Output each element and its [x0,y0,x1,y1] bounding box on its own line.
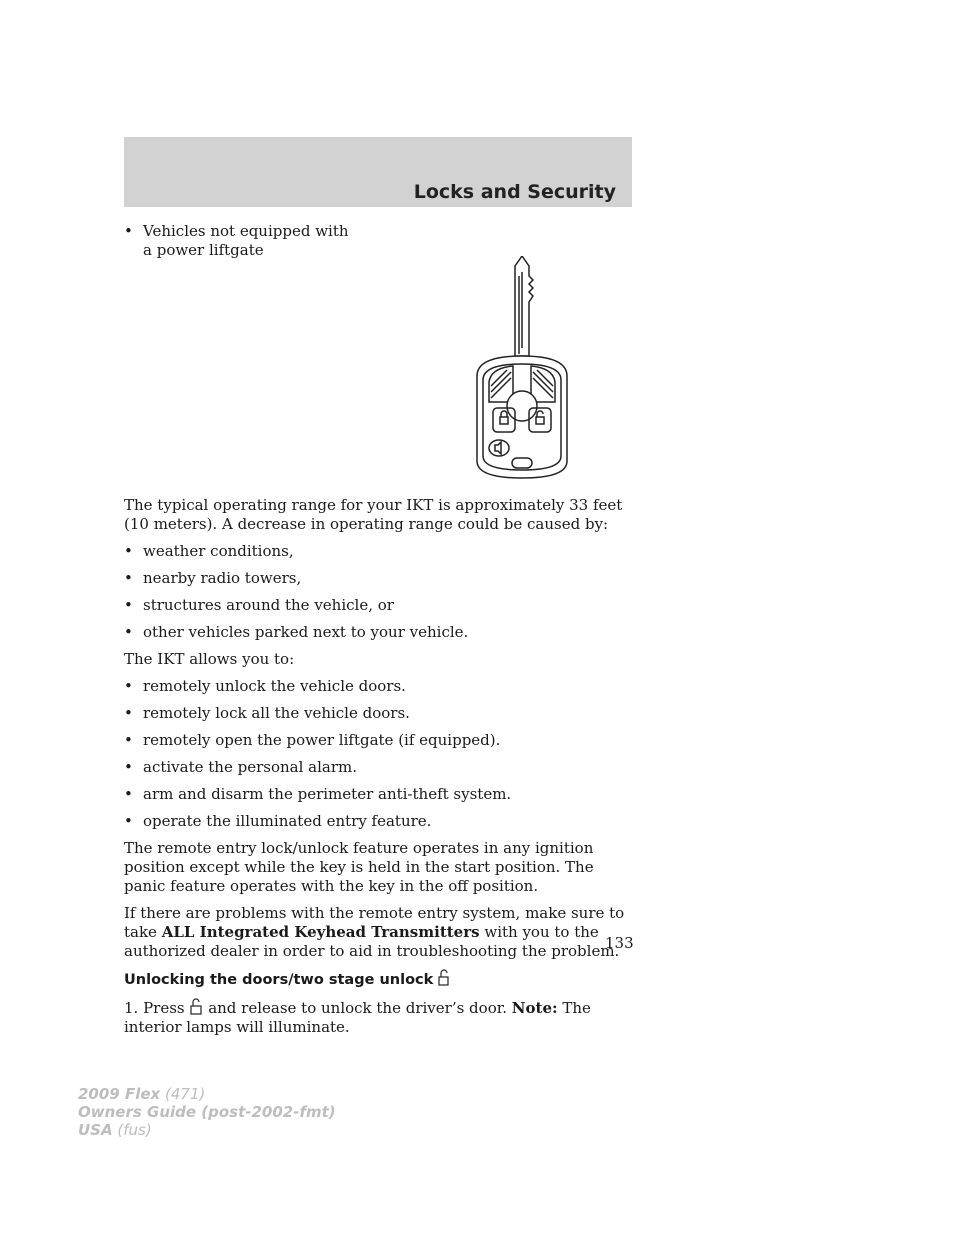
step-1-text: and release to unlock the driver’s door. [208,999,508,1017]
keyhead-transmitter-illustration [467,256,587,486]
footer-market-code: (fus) [117,1121,152,1139]
ikt-intro: The IKT allows you to: [124,650,295,668]
footer-line-3 [78,1121,336,1139]
page-content [124,222,632,1045]
bullet-text: arm and disarm the perimeter anti-theft system. [143,785,512,803]
list-item [124,704,632,723]
footer-guide: Owners Guide (post-2002-fmt) [78,1103,336,1121]
problems-text-after: with you to the authorized dealer in order to aid in troubleshooting the problem. [124,923,620,960]
list-item [124,596,632,615]
bullet-dot: • [124,596,133,614]
bullet-dot: • [124,222,133,240]
bullet-dot: • [124,704,133,722]
unlock-icon [438,969,450,987]
list-item [124,623,632,642]
problems-paragraph [124,904,632,961]
bullet-text: other vehicles parked next to your vehicle. [143,623,469,641]
footer [78,1085,336,1139]
list-item [124,758,632,777]
bullet-dot: • [124,623,133,641]
bullet-text: activate the personal alarm. [143,758,357,776]
list-item [124,222,354,260]
header-band [124,137,632,207]
figure-area [124,268,632,496]
problems-text-bold: ALL Integrated Keyhead Transmitters [161,923,480,941]
step-1 [124,998,632,1037]
bullet-dot: • [124,542,133,560]
bullet-dot: • [124,785,133,803]
bullet-text: remotely unlock the vehicle doors. [143,677,406,695]
bullet-text: remotely lock all the vehicle doors. [143,704,410,722]
bullet-dot: • [124,569,133,587]
bullet-text: Vehicles not equipped with a power liftgate [143,222,349,259]
unlock-heading [124,969,632,990]
range-paragraph: The typical operating range for your IKT is approximately 33 feet (10 meters). A decrease in operating range could be caused by: [124,496,623,533]
bullet-text: structures around the vehicle, or [143,596,394,614]
footer-model-code: (471) [165,1085,206,1103]
unlock-icon [189,998,203,1016]
note-label: Note: [511,999,558,1017]
bullet-text: operate the illuminated entry feature. [143,812,432,830]
note-text: The interior lamps will illuminate. [124,999,591,1036]
list-item [124,731,632,750]
bullet-dot: • [124,758,133,776]
list-item [124,542,632,561]
footer-model: 2009 Flex [78,1085,161,1103]
footer-line-2 [78,1103,336,1121]
bullet-text: nearby radio towers, [143,569,302,587]
section-title: Locks and Security [413,181,616,203]
bullet-text: remotely open the power liftgate (if equipped). [143,731,501,749]
bullet-dot: • [124,812,133,830]
bullet-dot: • [124,677,133,695]
footer-market: USA [78,1121,113,1139]
problems-text-before: If there are problems with the remote entry system, make sure to take [124,904,625,941]
page-number: 133 [605,934,634,952]
list-item [124,812,632,831]
list-item [124,677,632,696]
lock-paragraph: The remote entry lock/unlock feature operates in any ignition position except while the key is held in the start position. The panic feature operates with the key in the off position. [124,839,594,895]
list-item [124,785,632,804]
bullet-dot: • [124,731,133,749]
step-1-prefix: 1. Press [124,999,185,1017]
footer-line-1 [78,1085,336,1103]
bullet-text: weather conditions, [143,542,294,560]
unlock-heading-text: Unlocking the doors/two stage unlock [124,972,434,988]
list-item [124,569,632,588]
